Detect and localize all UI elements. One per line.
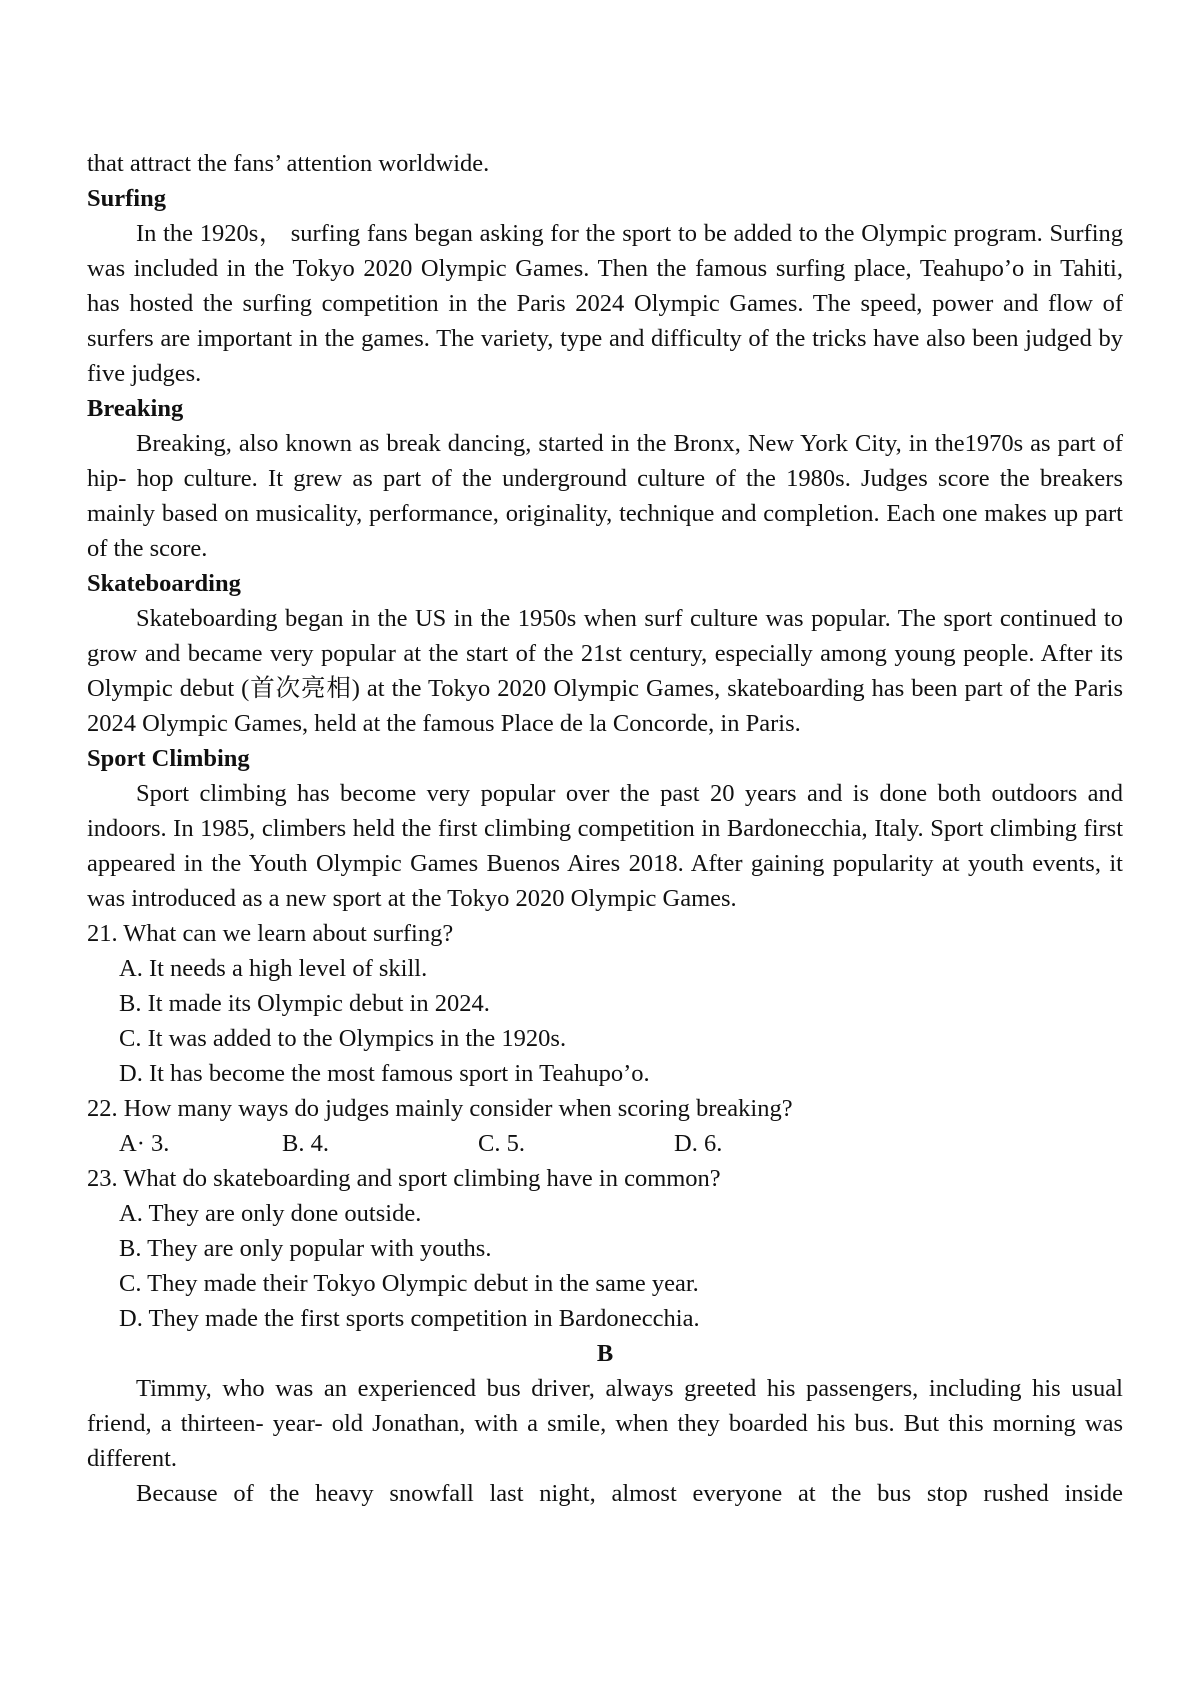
question-23-option-b: B. They are only popular with youths.: [119, 1235, 492, 1262]
section-body-surfing: In the 1920s， surfing fans began asking for the sport to be added to the Olympic program. Surfing was included in the Tokyo 2020 Olympic Games. Then the famous surfing place, Teahupo’o in Tahiti, has hosted the surfing competition in the Paris 2024 Olympic Games. The speed, power and flow of surfers are important in the games. The variety, type and difficulty of the tricks have also been judged by five judges.: [87, 220, 1123, 387]
section-heading-breaking: Breaking: [87, 395, 184, 422]
question-22-option-d: D. 6.: [674, 1130, 723, 1157]
section-body-breaking: Breaking, also known as break dancing, started in the Bronx, New York City, in the1970s as part of hip- hop culture. It grew as part of the underground culture of the 1980s. Judges score the breakers mainly based on musicality, performance, originality, technique and completion. Each one makes up part of the score.: [87, 430, 1123, 562]
question-22-stem: 22. How many ways do judges mainly consider when scoring breaking?: [87, 1095, 793, 1122]
question-22-options: [87, 1126, 1123, 1161]
section-body-sport-climbing: Sport climbing has become very popular over the past 20 years and is done both outdoors and indoors. In 1985, climbers held the first climbing competition in Bardonecchia, Italy. Sport climbing first appeared in the Youth Olympic Games Buenos Aires 2018. After gaining popularity at youth events, it was introduced as a new sport at the Tokyo 2020 Olympic Games.: [87, 780, 1123, 912]
question-22-option-c: C. 5.: [478, 1130, 525, 1157]
part-b-letter: B: [596, 1340, 614, 1367]
intro-tail: that attract the fans’ attention worldwide.: [87, 150, 490, 177]
question-23-option-d: D. They made the first sports competition in Bardonecchia.: [119, 1305, 700, 1332]
question-21-stem: 21. What can we learn about surfing?: [87, 920, 454, 947]
question-23-option-a: A. They are only done outside.: [119, 1200, 422, 1227]
question-22-option-b: B. 4.: [282, 1130, 329, 1157]
section-heading-skateboarding: Skateboarding: [87, 570, 241, 597]
section-heading-surfing: Surfing: [87, 185, 166, 212]
question-21-option-b: B. It made its Olympic debut in 2024.: [119, 990, 490, 1017]
part-b-paragraph-1: Timmy, who was an experienced bus driver, always greeted his passengers, including his usual friend, a thirteen- year- old Jonathan, with a smile, when they boarded his bus. But this morning was different.: [87, 1375, 1123, 1472]
section-body-skateboarding: Skateboarding began in the US in the 1950s when surf culture was popular. The sport continued to grow and became very popular at the start of the 21st century, especially among young people. After its Olympic debut (首次亮相) at the Tokyo 2020 Olympic Games, skateboarding has been part of the Paris 2024 Olympic Games, held at the famous Place de la Concorde, in Paris.: [87, 605, 1123, 737]
question-22-option-a: A· 3.: [119, 1130, 170, 1157]
part-b-paragraph-2: Because of the heavy snowfall last night, almost everyone at the bus stop rushed inside: [136, 1480, 1123, 1507]
question-23-stem: 23. What do skateboarding and sport climbing have in common?: [87, 1165, 721, 1192]
section-heading-sport-climbing: Sport Climbing: [87, 745, 250, 772]
question-21-option-c: C. It was added to the Olympics in the 1920s.: [119, 1025, 567, 1052]
question-23-option-c: C. They made their Tokyo Olympic debut in the same year.: [119, 1270, 699, 1297]
question-21-option-d: D. It has become the most famous sport in Teahupo’o.: [119, 1060, 650, 1087]
question-21-option-a: A. It needs a high level of skill.: [119, 955, 428, 982]
document-page: [87, 146, 1123, 1511]
